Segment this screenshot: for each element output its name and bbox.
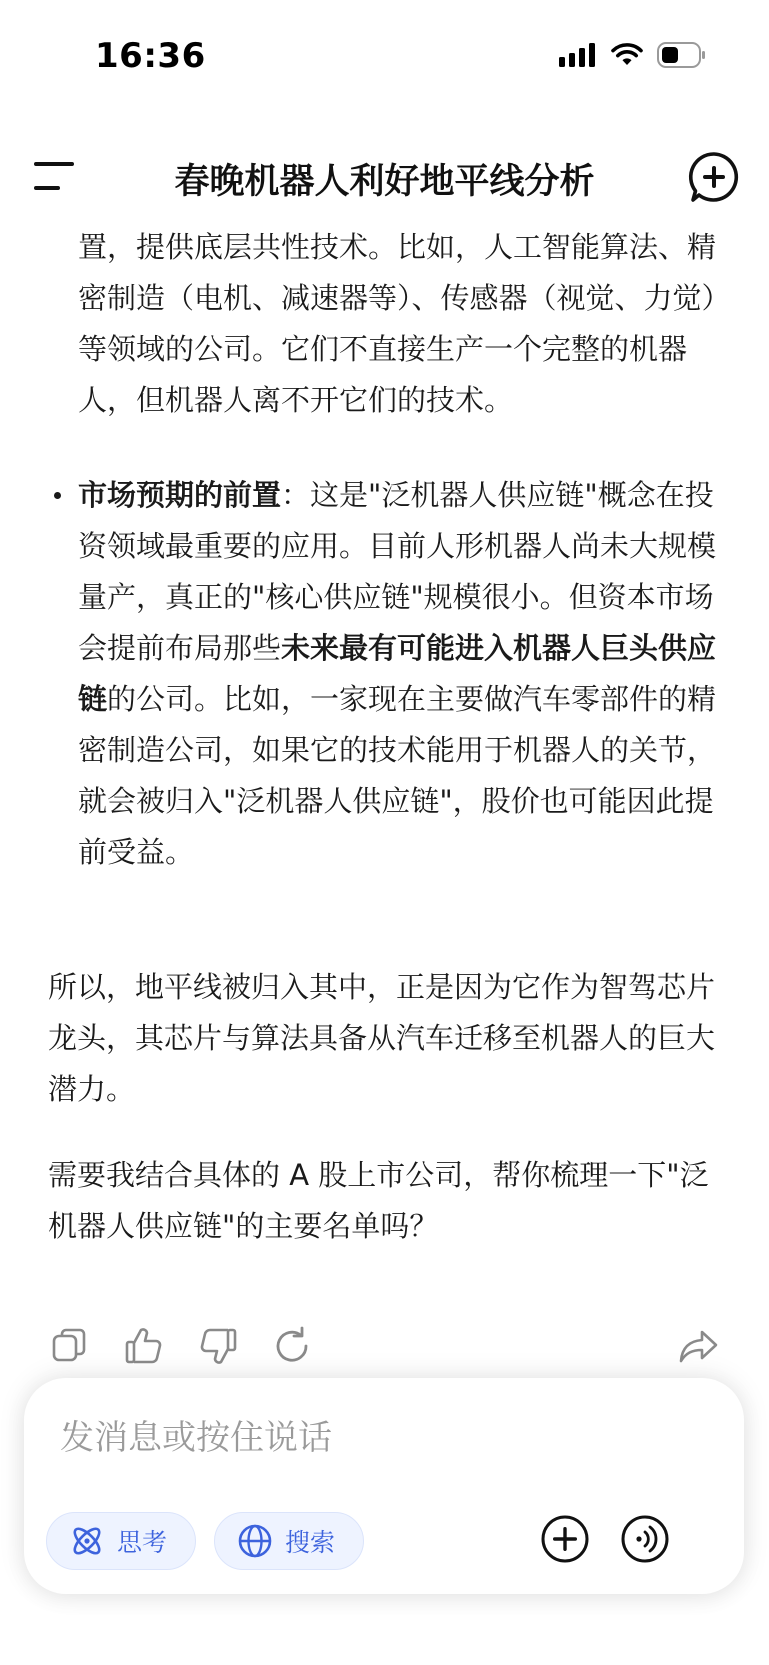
atom-icon [69,1523,105,1559]
chat-header [0,140,769,212]
bullet-text [78,470,718,878]
copy-icon [48,1324,92,1368]
bullet-colon: ： [281,478,311,512]
copy-button[interactable] [48,1324,92,1368]
like-button[interactable] [122,1324,166,1368]
status-icons [559,42,707,68]
bullet-text-part-1: 这是"泛机器人供应链"概念在投资领域最重要的应用。目前人形机器人尚未大规模量产，真正的"核心供应链"规模很小。但资本市场会提前布局那些 [78,478,717,665]
dislike-button[interactable] [196,1324,240,1368]
voice-call-button[interactable] [620,1514,670,1564]
regenerate-button[interactable] [270,1324,314,1368]
thumbs-down-icon [196,1324,240,1368]
search-label: 搜索 [285,1528,336,1557]
regenerate-icon [270,1324,314,1368]
message-actions [0,1318,769,1374]
thumbs-up-icon [122,1324,166,1368]
new-chat-icon [687,150,741,204]
battery-icon [657,42,707,68]
wifi-icon [611,43,643,67]
status-bar [0,0,769,110]
message-composer [24,1378,744,1594]
bullet-dot [54,492,61,499]
follow-up-question: 需要我结合具体的 A 股上市公司，帮你梳理一下"泛机器人供应链"的主要名单吗？ [48,1158,709,1243]
new-chat-button[interactable] [687,150,741,204]
menu-icon [30,154,82,198]
think-toggle[interactable] [46,1512,196,1570]
message-content [0,222,769,1302]
message-input[interactable] [60,1418,660,1458]
share-icon [676,1324,720,1368]
attach-button[interactable] [540,1514,590,1564]
plus-circle-icon [540,1514,590,1564]
menu-button[interactable] [30,154,82,198]
share-button[interactable] [676,1324,720,1368]
think-label: 思考 [117,1528,168,1557]
status-time: 16:36 [95,36,206,76]
search-toggle[interactable] [214,1512,364,1570]
voice-call-icon [620,1514,670,1564]
bullet-bold-highlight: 未来最有可能进入机器人巨头供应链 [78,631,717,716]
summary-paragraph: 所以，地平线被归入其中，正是因为它作为智驾芯片龙头，其芯片与算法具备从汽车迁移至机器人的巨大潜力。 [48,970,716,1106]
bullet-text-part-2: 的公司。比如，一家现在主要做汽车零部件的精密制造公司，如果它的技术能用于机器人的关节，就会被归入"泛机器人供应链"，股价也可能因此提前受益。 [78,682,717,869]
globe-icon [237,1523,273,1559]
bullet-bold-label: 市场预期的前置 [78,478,282,512]
cellular-signal-icon [559,43,597,67]
bullet-continuation: 置，提供底层共性技术。比如，人工智能算法、精密制造（电机、减速器等）、传感器（视觉、力觉）等领域的公司。它们不直接生产一个完整的机器人，但机器人离不开它们的技术。 [78,230,717,417]
page-title: 春晚机器人利好地平线分析 [174,162,595,202]
